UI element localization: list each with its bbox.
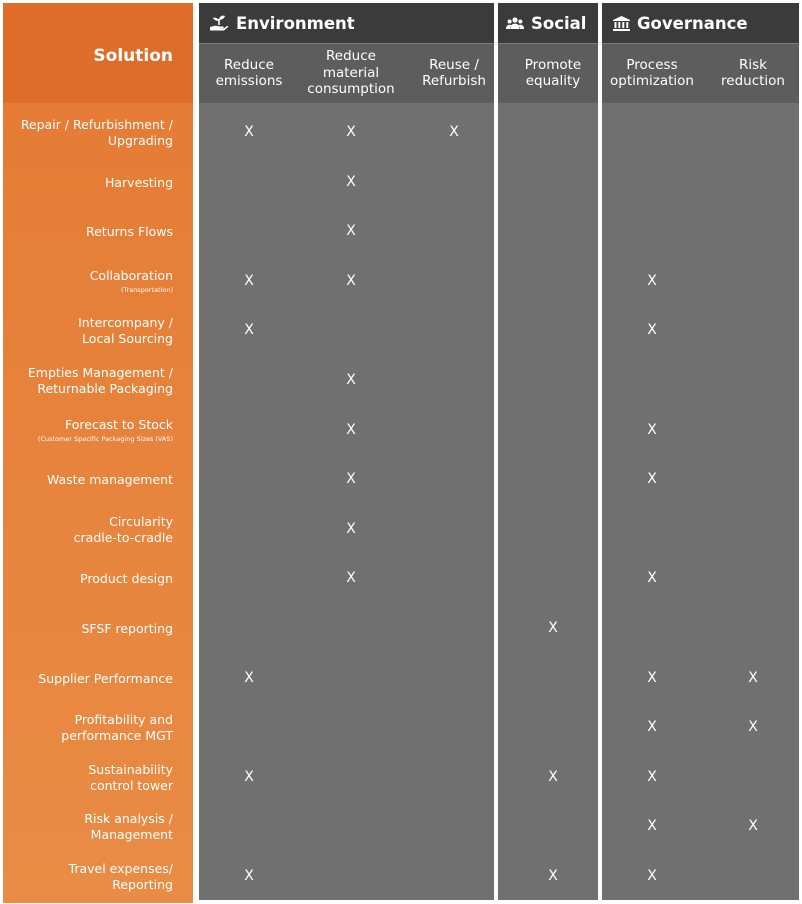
group-social [498, 3, 598, 900]
group-title-governance: Governance [637, 13, 748, 33]
solution-label: Local Sourcing [82, 331, 173, 347]
matrix-mark: X [346, 372, 356, 388]
solution-row [3, 356, 193, 406]
solution-sublabel: (Transportation) [120, 286, 173, 295]
matrix-mark: X [346, 520, 356, 537]
matrix-mark: X [449, 124, 459, 140]
solution-label: performance MGT [61, 728, 173, 744]
solution-row [3, 257, 193, 307]
matrix-mark: X [244, 669, 254, 686]
group-governance [602, 3, 799, 900]
solution-column [3, 3, 193, 903]
solution-label: Repair / Refurbishment / [20, 117, 173, 132]
column-header-line: Reduce [224, 56, 274, 73]
matrix-mark: X [647, 272, 657, 289]
column-header-line: Process [626, 56, 678, 73]
bank-icon [613, 16, 630, 31]
column-header [506, 43, 601, 103]
solution-label: control tower [90, 777, 173, 793]
group-header-environment [199, 3, 494, 43]
solution-label: Harvesting [104, 174, 173, 190]
matrix-mark: X [548, 868, 558, 884]
solution-row [3, 306, 193, 356]
solution-label: Sustainability [88, 761, 173, 777]
column-header-line: Reduce [326, 48, 376, 65]
column-header-line: Reuse / [429, 56, 479, 73]
matrix-mark: X [244, 768, 254, 785]
matrix-mark: X [748, 669, 758, 686]
hand-plant-icon [209, 14, 229, 32]
matrix-mark: X [647, 719, 657, 736]
matrix-mark: X [647, 868, 657, 884]
solution-label: cradle-to-cradle [73, 529, 173, 545]
people-icon [506, 16, 524, 30]
solution-row [3, 654, 193, 704]
solution-row [3, 406, 193, 456]
column-header-line: consumption [307, 81, 395, 98]
solution-row [3, 604, 193, 654]
solution-row [3, 852, 193, 902]
matrix-mark: X [244, 868, 254, 884]
solution-row [3, 455, 193, 505]
matrix-mark: X [346, 570, 356, 587]
solution-row [3, 753, 193, 803]
matrix-mark: X [647, 570, 657, 587]
matrix-mark: X [346, 421, 356, 438]
group-title-social: Social [531, 13, 587, 33]
matrix-mark: X [346, 471, 356, 488]
solution-label: Forecast to Stock [65, 417, 173, 433]
matrix-mark: X [647, 421, 657, 438]
solution-row [3, 554, 193, 604]
matrix-mark: X [748, 719, 758, 736]
solution-label: Risk analysis / [84, 811, 173, 827]
column-header [407, 43, 502, 103]
solution-label: Profitability and [74, 712, 173, 728]
solution-label: Collaboration [89, 268, 173, 284]
matrix-mark: X [647, 768, 657, 785]
group-header-social [498, 3, 598, 43]
solution-title: Solution [93, 46, 173, 66]
solution-label: Reporting [112, 877, 173, 892]
column-header [706, 43, 801, 103]
matrix-mark: X [748, 818, 758, 835]
matrix-mark: X [647, 471, 657, 488]
matrix-mark: X [244, 322, 254, 339]
solution-row [3, 703, 193, 753]
matrix-mark: X [346, 124, 356, 140]
solution-header [3, 3, 193, 103]
solution-label: Product design [80, 571, 173, 587]
column-header-line: optimization [610, 73, 694, 89]
solution-label: Intercompany / [78, 315, 173, 331]
solution-label: Travel expenses/ [68, 861, 173, 876]
solution-label: SFSF reporting [81, 621, 173, 636]
solution-label: Supplier Performance [38, 670, 173, 686]
solution-label: Returns Flows [85, 224, 173, 240]
column-header-line: equality [525, 73, 581, 89]
group-header-governance [602, 3, 799, 43]
matrix-mark: X [647, 669, 657, 686]
matrix-mark: X [346, 173, 356, 190]
solution-sublabel: (Customer Specific Packaging Sizes (VAS) [37, 435, 173, 444]
column-header [602, 43, 702, 103]
matrix-mark: X [548, 768, 558, 785]
matrix-mark: X [346, 272, 356, 289]
matrix-mark: X [647, 322, 657, 339]
solution-row [3, 207, 193, 257]
solution-label: Upgrading [107, 133, 173, 148]
matrix-mark: X [244, 272, 254, 289]
solution-label: Waste management [46, 472, 173, 488]
matrix-mark: X [346, 223, 356, 240]
matrix-mark: X [548, 620, 558, 636]
solution-row [3, 158, 193, 208]
solution-row [3, 505, 193, 555]
group-title-environment: Environment [236, 13, 355, 33]
column-header-line: Risk [739, 56, 767, 73]
column-header [199, 43, 299, 103]
column-header-line: material [322, 64, 380, 81]
solution-row [3, 802, 193, 852]
solution-label: Management [90, 827, 173, 843]
solution-row [3, 108, 193, 158]
column-header-line: reduction [721, 73, 785, 89]
solution-label: Returnable Packaging [37, 381, 173, 396]
solution-label: Empties Management / [27, 365, 173, 380]
column-header [299, 43, 403, 103]
matrix-mark: X [244, 124, 254, 140]
column-header-line: emissions [215, 73, 283, 89]
solution-label: Circularity [109, 513, 173, 529]
matrix-mark: X [647, 818, 657, 835]
column-header-line: Promote [524, 56, 582, 73]
column-header-line: Refurbish [422, 73, 486, 89]
